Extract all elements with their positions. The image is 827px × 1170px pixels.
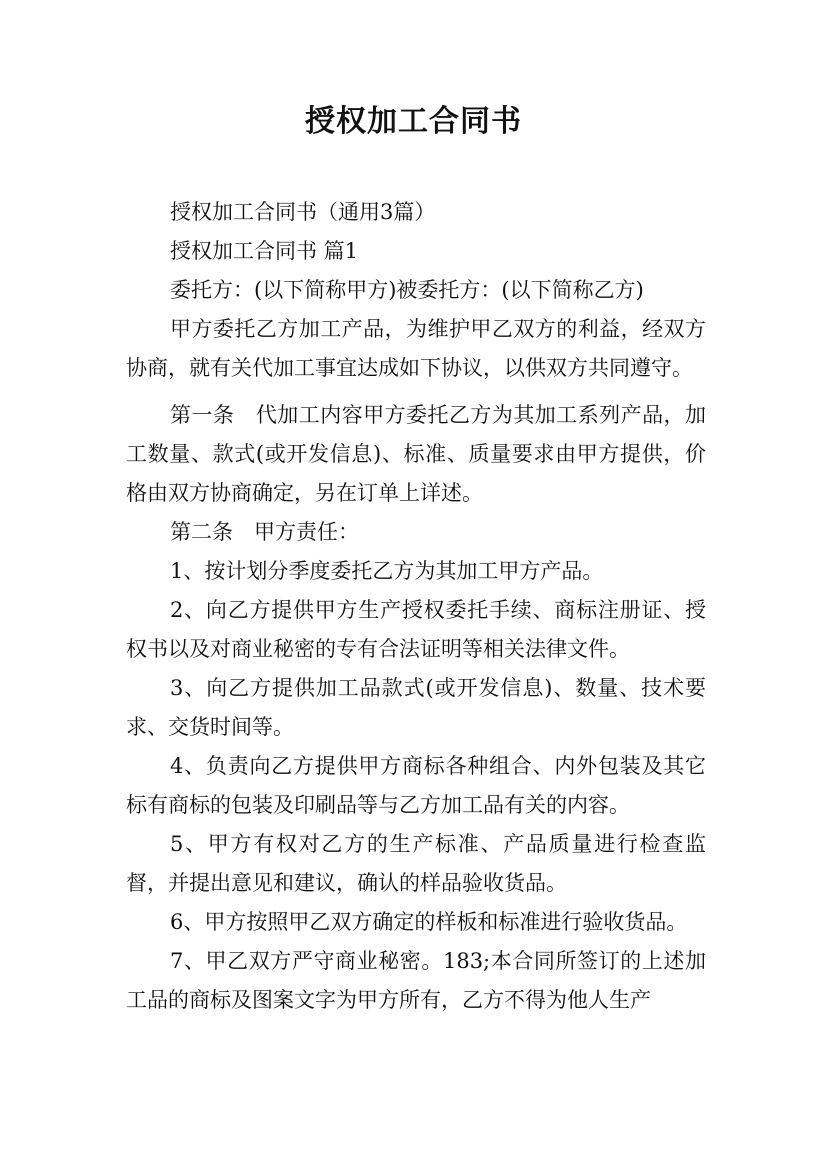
paragraph: 甲方委托乙方加工产品，为维护甲乙双方的利益，经双方协商，就有关代加工事宜达成如下协议，以供双方共同遵守。 <box>126 317 706 380</box>
paragraph: 7、甲乙双方严守商业秘密。183;本合同所签订的上述加工品的商标及图案文字为甲方所有，乙方不得为他人生产 <box>126 949 706 1012</box>
paragraph: 授权加工合同书 篇1 <box>170 239 359 263</box>
paragraph: 1、按计划分季度委托乙方为其加工甲方产品。 <box>170 559 604 583</box>
paragraph: 6、甲方按照甲乙双方确定的样板和标准进行验收货品。 <box>170 910 688 934</box>
paragraph: 2、向乙方提供甲方生产授权委托手续、商标注册证、授权书以及对商业秘密的专有合法证明等相关法律文件。 <box>126 598 706 661</box>
paragraph: 委托方：(以下简称甲方)被委托方：(以下简称乙方) <box>170 278 644 302</box>
paragraph: 第二条 甲方责任： <box>170 520 359 544</box>
paragraph: 4、负责向乙方提供甲方商标各种组合、内外包装及其它标有商标的包装及印刷品等与乙方加工品有关的内容。 <box>126 754 706 817</box>
paragraph: 第一条 代加工内容甲方委托乙方为其加工系列产品，加工数量、款式(或开发信息)、标准、质量要求由甲方提供，价格由双方协商确定，另在订单上详述。 <box>126 403 706 505</box>
paragraph: 5、甲方有权对乙方的生产标准、产品质量进行检查监督，并提出意见和建议，确认的样品验收货品。 <box>126 832 706 895</box>
document-body <box>126 193 706 1020</box>
paragraph: 3、向乙方提供加工品款式(或开发信息)、数量、技术要求、交货时间等。 <box>126 676 706 739</box>
paragraph: 授权加工合同书（通用3篇） <box>170 200 436 224</box>
document-title: 授权加工合同书 <box>305 104 522 139</box>
